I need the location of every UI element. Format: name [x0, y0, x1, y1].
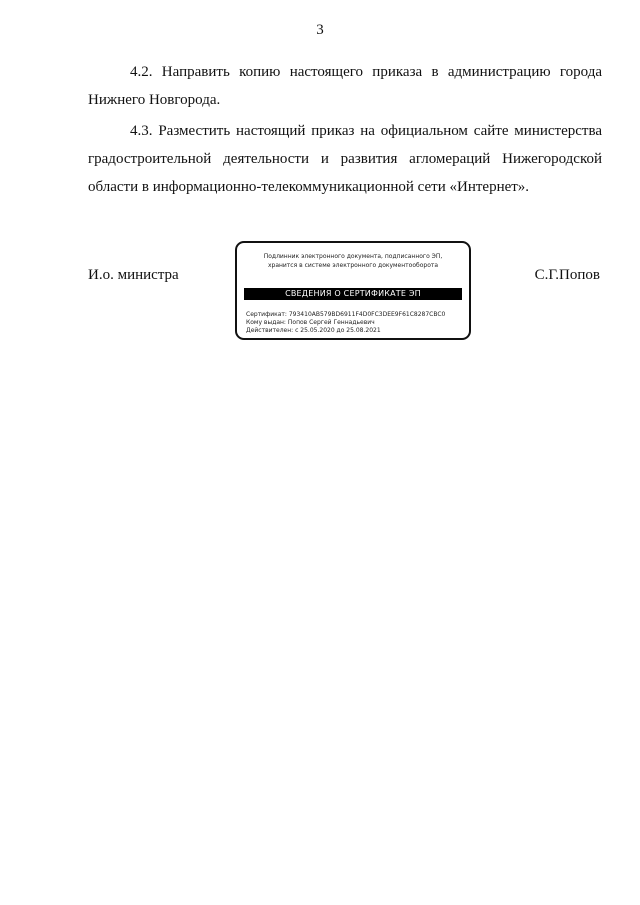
stamp-validity-row [246, 327, 463, 335]
paragraph-4-3: 4.3. Разместить настоящий приказ на официальном сайте министерства градостроительной деятельности и развития агломераций Нижегородской области в информационно-телекоммуникационной сети «Интернет». [88, 123, 602, 195]
validity-label: Действителен: [246, 327, 294, 334]
stamp-issued-to-row [246, 319, 463, 327]
issued-to-label: Кому выдан: [246, 319, 286, 326]
issued-to-value: Попов Сергей Геннадьевич [287, 319, 375, 326]
signatory-position: И.о. министра [88, 267, 179, 283]
paragraph-4-2: 4.2. Направить копию настоящего приказа в администрацию города Нижнего Новгорода. [88, 64, 602, 108]
stamp-certificate-row [246, 311, 463, 319]
stamp-caption-line-2: хранится в системе электронного документооборота [267, 262, 439, 269]
stamp-certificate-details [246, 311, 463, 335]
stamp-caption-line-1: Подлинник электронного документа, подписанного ЭП, [263, 253, 443, 260]
stamp-caption [241, 252, 465, 270]
electronic-signature-stamp [235, 241, 471, 340]
certificate-label: Сертификат: [246, 311, 287, 318]
stamp-certificate-header: СВЕДЕНИЯ О СЕРТИФИКАТЕ ЭП [244, 288, 462, 300]
validity-value: с 25.05.2020 до 25.08.2021 [295, 327, 381, 334]
page-number: 3 [316, 22, 324, 38]
signatory-name: С.Г.Попов [534, 267, 600, 283]
certificate-value: 793410AB579BD6911F4D0FC3DEE9F61C8287CBC0 [288, 311, 446, 318]
